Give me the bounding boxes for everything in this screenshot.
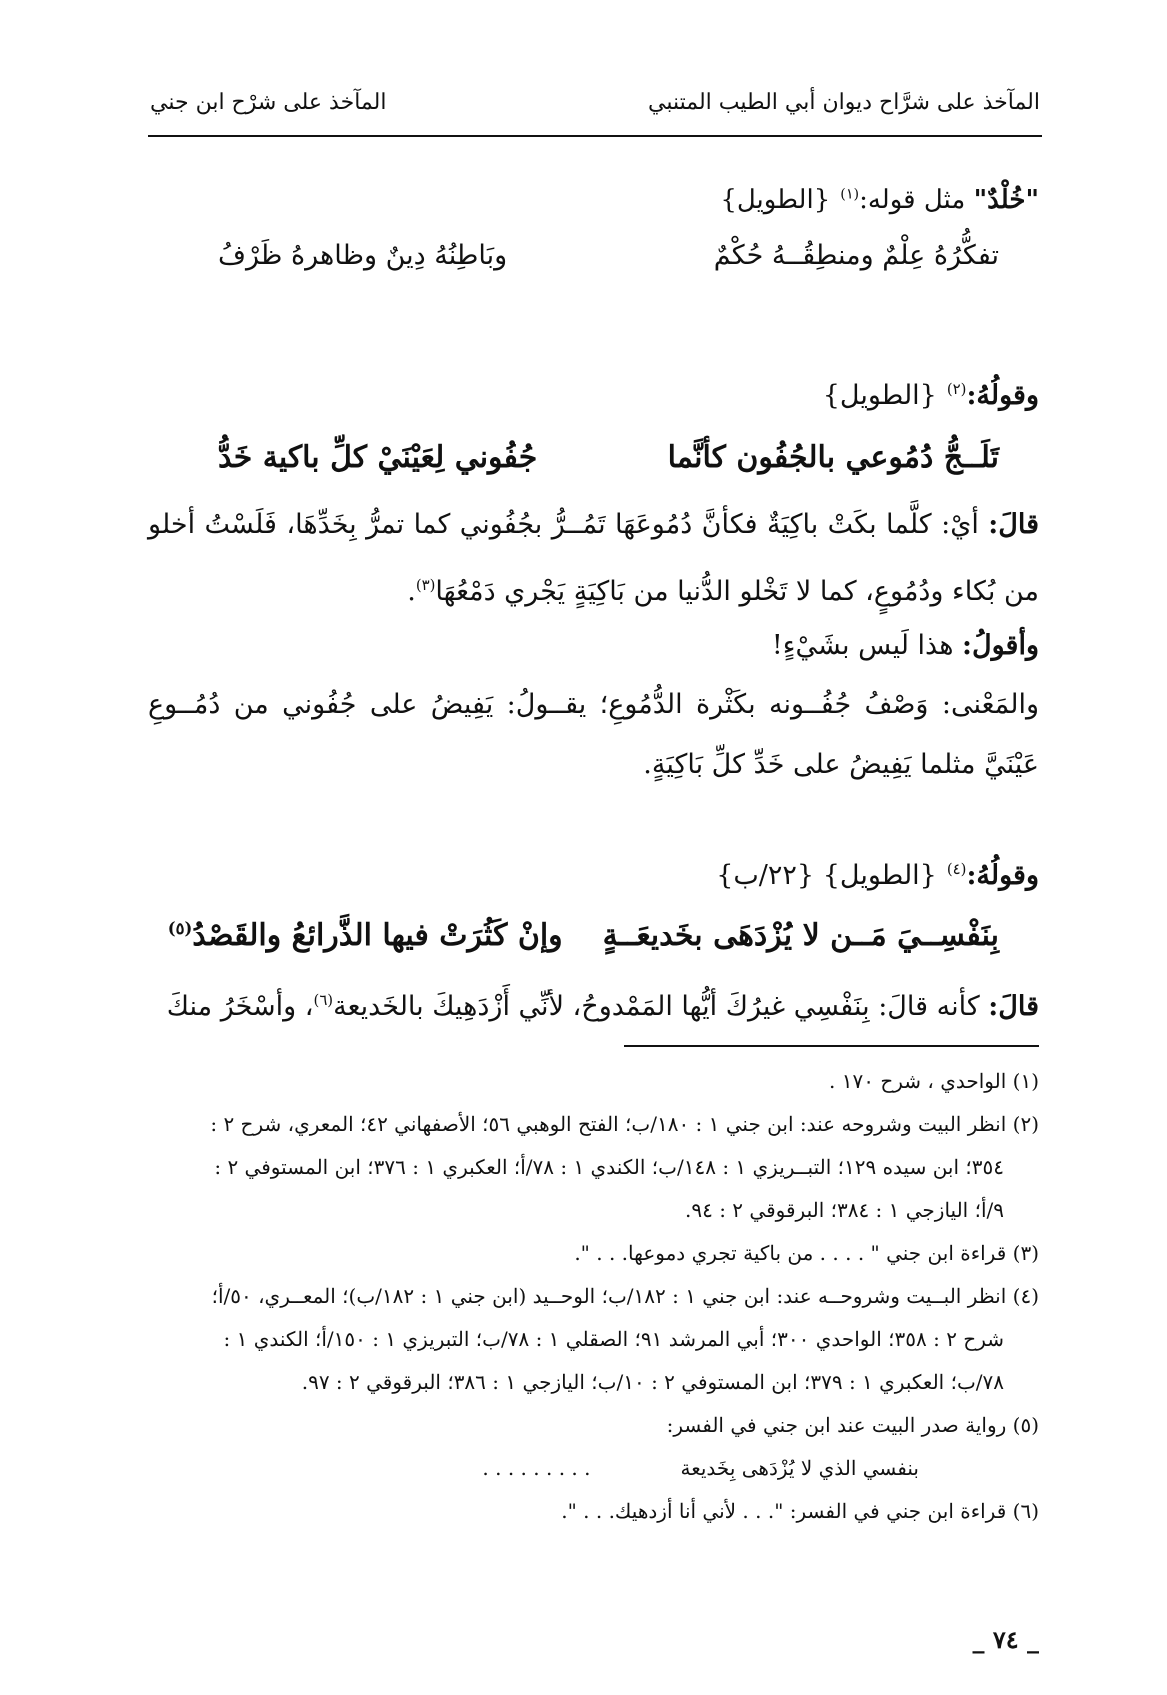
paragraph-text: أيْ: كلَّما بكَتْ باكِيَةٌ فكأنَّ دُمُوعَهَا تَمُــرُّ بجُفُوني كما تمرُّ بِخَدِّهَا، فَلَسْتُ أخلو من بُكاء ودُمُوعٍ، كما لا تَخْلو الدُّنيا من بَاكِيَةٍ يَجْري دَمْعُهَا [148,509,1039,607]
verse-2-heading [148,380,1039,411]
footnote-5: (٥) رواية صدر البيت عند ابن جني في الفسر: [666,1413,1039,1437]
paragraph-text: هذا لَيس بشَيْءٍ! [771,630,963,661]
commentary-paragraph-3 [148,675,1039,795]
verse-3 [148,918,1039,953]
verse-1-second-hemistich: وبَاطِنُهُ دِينٌ وظاهرهُ ظَرْفُ [218,240,508,271]
heading-label: وقولُهُ: [966,860,1039,891]
folio-mark: {٢٢/ب} [716,860,815,891]
footnote-5-hemistich: بنفسي الذي لا يُزْدَهى بِخَديعة [680,1456,919,1480]
meter-label: {الطويل} [822,860,937,891]
footnote-4-continued: ٧٨/ب؛ العكبري ١ : ٣٧٩؛ ابن المستوفي ٢ : ١٠/ب؛ اليازجي ١ : ٣٨٦؛ البرقوقي ٢ : ٩٧. [301,1370,1004,1394]
footnote-ref: (٦) [313,991,334,1009]
footnote-6: (٦) قراءة ابن جني في الفسر: ". . . لأني أنا أزدهيك. . . ". [561,1499,1039,1523]
footnote-2: (٢) انظر البيت وشروحه عند: ابن جني ١ : ١٨٠/ب؛ الفتح الوهبي ٥٦؛ الأصفهاني ٤٢؛ المعري، شرح ٢ : [210,1112,1039,1136]
commentary-paragraph-2 [148,616,1039,676]
paragraph-label: وأقولُ: [962,630,1039,661]
paragraph-end: . [407,576,416,607]
page-number: _ ٧٤ _ [972,1625,1039,1654]
verse-2 [148,440,1039,475]
footnote-5-ellipsis: . . . . . . . . . [482,1456,591,1480]
footnote-3: (٣) قراءة ابن جني " . . . . من باكية تجري دموعها. . . ". [574,1241,1039,1265]
footnote-ref: (٤) [946,860,967,878]
verse-3-second-hemistich-wrap [168,918,563,953]
footnote-divider [624,1045,1039,1047]
footnote-ref: (١) [840,186,860,203]
footnote-ref: (٥) [167,919,193,938]
header-section-title: المآخذ على شرْح ابن جني [150,90,387,115]
intro-line [148,185,1039,215]
verse-1-first-hemistich: تفكُّرُهُ عِلْمٌ ومنطِقُــهُ حُكْمٌ [713,240,999,271]
footnote-ref: (٢) [946,380,967,398]
header-book-title: المآخذ على شرَّاح ديوان أبي الطيب المتنبي [648,90,1040,115]
commentary-paragraph-4 [148,970,1039,1037]
footnote-2-continued: ٩/أ؛ اليازجي ١ : ٣٨٤؛ البرقوقي ٢ : ٩٤. [685,1198,1004,1222]
footnote-4: (٤) انظر البــيت وشروحــه عند: ابن جني ١ : ١٨٢/ب؛ الوحــيد (ابن جني ١ : ١٨٢/ب)؛ المعــري، ٥٠/أ؛ [211,1284,1039,1308]
footnote-4-continued: شرح ٢ : ٣٥٨؛ الواحدي ٣٠٠؛ أبي المرشد ٩١؛ الصقلي ١ : ٧٨/ب؛ التبريزي ١ : ١٥٠/أ؛ الكندي ١ : [223,1327,1004,1351]
verse-2-first-hemistich: تَلَــجُّ دُمُوعي بالجُفُون كأنَّما [667,440,999,475]
meter-label: {الطويل} [822,380,937,411]
footnote-ref: (٣) [415,576,436,594]
paragraph-text: كأنه قالَ: بِنَفْسِي غيرُكَ أيُّها المَمْدوحُ، لأنِّي أَزْدَهِيكَ بالخَديعة [333,991,989,1022]
paragraph-label: قالَ: [988,509,1039,540]
footnote-2-continued: ٣٥٤؛ ابن سيده ١٢٩؛ التبــريزي ١ : ١٤٨/ب؛ الكندي ١ : ٧٨/أ؛ العكبري ١ : ٣٧٦؛ ابن المستوفي ٢ : [214,1155,1004,1179]
verse-1 [148,240,1039,271]
paragraph-text: والمَعْنى: وَصْفُ جُفُــونه بكَثْرة الدُّمُوعِ؛ يقــولُ: يَفِيضُ على جُفُوني من دُمُــوعِ عَيْنَيَّ مثلما يَفِيضُ على خَدِّ كلِّ بَاكِيَةٍ. [148,689,1039,780]
verse-3-second-hemistich: وإنْ كَثُرَتْ فيها الذَّرائعُ والقَصْدُ [192,918,563,953]
verse-2-second-hemistich: جُفُوني لِعَيْنَيْ كلِّ باكية خَدُّ [218,440,538,475]
footnote-5-verse [148,1447,1039,1490]
intro-text: مثل قوله: [859,185,974,215]
meter-label: {الطويل} [720,185,831,215]
header-divider [148,135,1042,137]
intro-term: "خُلْدٌ" [973,185,1039,215]
verse-3-heading [148,860,1039,891]
paragraph-end: ، وأسْخَرُ منكَ [166,991,314,1022]
heading-label: وقولُهُ: [966,380,1039,411]
running-header [150,90,1040,125]
verse-3-first-hemistich: بِنَفْسِــيَ مَــن لا يُزْدَهَى بخَديعَــةٍ [602,918,999,953]
footnotes [148,1060,1039,1533]
paragraph-label: قالَ: [988,991,1039,1022]
footnote-1: (١) الواحدي ، شرح ١٧٠ . [829,1069,1039,1093]
commentary-paragraph-1 [148,495,1039,622]
